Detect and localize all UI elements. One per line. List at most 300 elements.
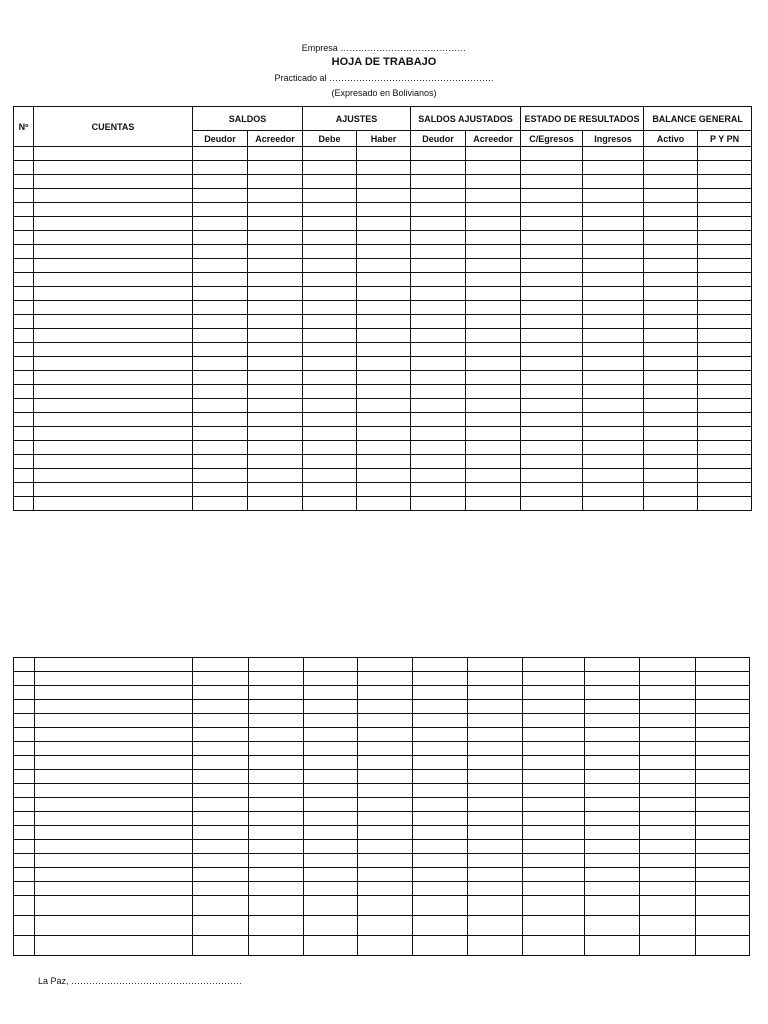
amount-cell[interactable] bbox=[644, 343, 698, 357]
amount-cell[interactable] bbox=[521, 287, 583, 301]
amount-cell[interactable] bbox=[357, 371, 411, 385]
amount-cell[interactable] bbox=[249, 658, 304, 672]
amount-cell[interactable] bbox=[193, 826, 249, 840]
amount-cell[interactable] bbox=[303, 301, 357, 315]
amount-cell[interactable] bbox=[303, 469, 357, 483]
amount-cell[interactable] bbox=[411, 385, 466, 399]
amount-cell[interactable] bbox=[357, 455, 411, 469]
amount-cell[interactable] bbox=[249, 896, 304, 916]
amount-cell[interactable] bbox=[523, 784, 585, 798]
amount-cell[interactable] bbox=[644, 399, 698, 413]
amount-cell[interactable] bbox=[521, 189, 583, 203]
amount-cell[interactable] bbox=[304, 770, 358, 784]
row-number-cell[interactable] bbox=[14, 217, 34, 231]
amount-cell[interactable] bbox=[644, 371, 698, 385]
account-cell[interactable] bbox=[34, 175, 193, 189]
amount-cell[interactable] bbox=[521, 455, 583, 469]
amount-cell[interactable] bbox=[523, 756, 585, 770]
amount-cell[interactable] bbox=[193, 231, 248, 245]
amount-cell[interactable] bbox=[466, 147, 521, 161]
account-cell[interactable] bbox=[35, 854, 193, 868]
row-number-cell[interactable] bbox=[14, 469, 34, 483]
amount-cell[interactable] bbox=[411, 259, 466, 273]
amount-cell[interactable] bbox=[585, 770, 640, 784]
amount-cell[interactable] bbox=[411, 329, 466, 343]
amount-cell[interactable] bbox=[193, 854, 249, 868]
row-number-cell[interactable] bbox=[14, 273, 34, 287]
row-number-cell[interactable] bbox=[14, 427, 34, 441]
amount-cell[interactable] bbox=[411, 217, 466, 231]
amount-cell[interactable] bbox=[698, 371, 752, 385]
amount-cell[interactable] bbox=[411, 427, 466, 441]
row-number-cell[interactable] bbox=[14, 896, 35, 916]
amount-cell[interactable] bbox=[466, 245, 521, 259]
amount-cell[interactable] bbox=[583, 189, 644, 203]
amount-cell[interactable] bbox=[640, 854, 696, 868]
amount-cell[interactable] bbox=[696, 882, 750, 896]
amount-cell[interactable] bbox=[193, 399, 248, 413]
amount-cell[interactable] bbox=[585, 728, 640, 742]
account-cell[interactable] bbox=[35, 700, 193, 714]
row-number-cell[interactable] bbox=[14, 714, 35, 728]
amount-cell[interactable] bbox=[193, 728, 249, 742]
amount-cell[interactable] bbox=[304, 672, 358, 686]
amount-cell[interactable] bbox=[698, 427, 752, 441]
amount-cell[interactable] bbox=[304, 868, 358, 882]
amount-cell[interactable] bbox=[644, 441, 698, 455]
row-number-cell[interactable] bbox=[14, 245, 34, 259]
amount-cell[interactable] bbox=[468, 756, 523, 770]
account-cell[interactable] bbox=[34, 413, 193, 427]
amount-cell[interactable] bbox=[193, 427, 248, 441]
row-number-cell[interactable] bbox=[14, 686, 35, 700]
account-cell[interactable] bbox=[34, 315, 193, 329]
amount-cell[interactable] bbox=[698, 147, 752, 161]
amount-cell[interactable] bbox=[411, 441, 466, 455]
amount-cell[interactable] bbox=[358, 700, 413, 714]
amount-cell[interactable] bbox=[521, 343, 583, 357]
amount-cell[interactable] bbox=[523, 896, 585, 916]
amount-cell[interactable] bbox=[248, 483, 303, 497]
amount-cell[interactable] bbox=[249, 936, 304, 956]
account-cell[interactable] bbox=[35, 882, 193, 896]
amount-cell[interactable] bbox=[640, 784, 696, 798]
amount-cell[interactable] bbox=[523, 686, 585, 700]
amount-cell[interactable] bbox=[523, 658, 585, 672]
row-number-cell[interactable] bbox=[14, 203, 34, 217]
amount-cell[interactable] bbox=[698, 231, 752, 245]
account-cell[interactable] bbox=[35, 714, 193, 728]
row-number-cell[interactable] bbox=[14, 385, 34, 399]
row-number-cell[interactable] bbox=[14, 936, 35, 956]
amount-cell[interactable] bbox=[583, 287, 644, 301]
amount-cell[interactable] bbox=[640, 686, 696, 700]
amount-cell[interactable] bbox=[413, 854, 468, 868]
row-number-cell[interactable] bbox=[14, 770, 35, 784]
amount-cell[interactable] bbox=[413, 784, 468, 798]
amount-cell[interactable] bbox=[644, 385, 698, 399]
amount-cell[interactable] bbox=[585, 742, 640, 756]
amount-cell[interactable] bbox=[585, 896, 640, 916]
amount-cell[interactable] bbox=[358, 936, 413, 956]
amount-cell[interactable] bbox=[249, 840, 304, 854]
amount-cell[interactable] bbox=[466, 399, 521, 413]
amount-cell[interactable] bbox=[193, 658, 249, 672]
amount-cell[interactable] bbox=[521, 217, 583, 231]
amount-cell[interactable] bbox=[466, 315, 521, 329]
amount-cell[interactable] bbox=[248, 273, 303, 287]
amount-cell[interactable] bbox=[468, 936, 523, 956]
amount-cell[interactable] bbox=[698, 189, 752, 203]
amount-cell[interactable] bbox=[193, 147, 248, 161]
amount-cell[interactable] bbox=[696, 714, 750, 728]
amount-cell[interactable] bbox=[193, 672, 249, 686]
amount-cell[interactable] bbox=[411, 203, 466, 217]
account-cell[interactable] bbox=[35, 770, 193, 784]
amount-cell[interactable] bbox=[698, 483, 752, 497]
amount-cell[interactable] bbox=[468, 742, 523, 756]
amount-cell[interactable] bbox=[248, 399, 303, 413]
amount-cell[interactable] bbox=[303, 483, 357, 497]
amount-cell[interactable] bbox=[698, 343, 752, 357]
amount-cell[interactable] bbox=[249, 784, 304, 798]
amount-cell[interactable] bbox=[583, 259, 644, 273]
amount-cell[interactable] bbox=[193, 714, 249, 728]
amount-cell[interactable] bbox=[640, 742, 696, 756]
amount-cell[interactable] bbox=[357, 287, 411, 301]
row-number-cell[interactable] bbox=[14, 497, 34, 511]
amount-cell[interactable] bbox=[468, 658, 523, 672]
amount-cell[interactable] bbox=[521, 329, 583, 343]
amount-cell[interactable] bbox=[357, 413, 411, 427]
amount-cell[interactable] bbox=[521, 399, 583, 413]
amount-cell[interactable] bbox=[698, 203, 752, 217]
amount-cell[interactable] bbox=[248, 343, 303, 357]
account-cell[interactable] bbox=[34, 385, 193, 399]
amount-cell[interactable] bbox=[521, 497, 583, 511]
amount-cell[interactable] bbox=[193, 315, 248, 329]
amount-cell[interactable] bbox=[357, 385, 411, 399]
amount-cell[interactable] bbox=[357, 399, 411, 413]
amount-cell[interactable] bbox=[698, 329, 752, 343]
amount-cell[interactable] bbox=[640, 714, 696, 728]
amount-cell[interactable] bbox=[193, 441, 248, 455]
amount-cell[interactable] bbox=[521, 385, 583, 399]
amount-cell[interactable] bbox=[696, 784, 750, 798]
amount-cell[interactable] bbox=[698, 385, 752, 399]
amount-cell[interactable] bbox=[357, 231, 411, 245]
amount-cell[interactable] bbox=[644, 287, 698, 301]
amount-cell[interactable] bbox=[357, 189, 411, 203]
amount-cell[interactable] bbox=[303, 273, 357, 287]
row-number-cell[interactable] bbox=[14, 868, 35, 882]
amount-cell[interactable] bbox=[468, 714, 523, 728]
amount-cell[interactable] bbox=[303, 413, 357, 427]
amount-cell[interactable] bbox=[248, 385, 303, 399]
account-cell[interactable] bbox=[35, 798, 193, 812]
amount-cell[interactable] bbox=[304, 714, 358, 728]
row-number-cell[interactable] bbox=[14, 812, 35, 826]
amount-cell[interactable] bbox=[413, 916, 468, 936]
amount-cell[interactable] bbox=[249, 916, 304, 936]
amount-cell[interactable] bbox=[248, 371, 303, 385]
amount-cell[interactable] bbox=[413, 882, 468, 896]
row-number-cell[interactable] bbox=[14, 413, 34, 427]
row-number-cell[interactable] bbox=[14, 798, 35, 812]
amount-cell[interactable] bbox=[696, 896, 750, 916]
amount-cell[interactable] bbox=[640, 798, 696, 812]
amount-cell[interactable] bbox=[193, 896, 249, 916]
amount-cell[interactable] bbox=[640, 840, 696, 854]
amount-cell[interactable] bbox=[468, 812, 523, 826]
amount-cell[interactable] bbox=[413, 672, 468, 686]
amount-cell[interactable] bbox=[193, 770, 249, 784]
amount-cell[interactable] bbox=[521, 301, 583, 315]
amount-cell[interactable] bbox=[696, 672, 750, 686]
amount-cell[interactable] bbox=[583, 399, 644, 413]
amount-cell[interactable] bbox=[193, 936, 249, 956]
amount-cell[interactable] bbox=[583, 273, 644, 287]
amount-cell[interactable] bbox=[585, 840, 640, 854]
amount-cell[interactable] bbox=[583, 301, 644, 315]
amount-cell[interactable] bbox=[521, 231, 583, 245]
amount-cell[interactable] bbox=[466, 427, 521, 441]
amount-cell[interactable] bbox=[466, 161, 521, 175]
amount-cell[interactable] bbox=[413, 714, 468, 728]
amount-cell[interactable] bbox=[193, 175, 248, 189]
amount-cell[interactable] bbox=[521, 147, 583, 161]
amount-cell[interactable] bbox=[521, 357, 583, 371]
amount-cell[interactable] bbox=[304, 916, 358, 936]
account-cell[interactable] bbox=[34, 161, 193, 175]
amount-cell[interactable] bbox=[193, 812, 249, 826]
amount-cell[interactable] bbox=[521, 371, 583, 385]
amount-cell[interactable] bbox=[466, 483, 521, 497]
amount-cell[interactable] bbox=[466, 441, 521, 455]
amount-cell[interactable] bbox=[644, 217, 698, 231]
amount-cell[interactable] bbox=[411, 315, 466, 329]
amount-cell[interactable] bbox=[304, 840, 358, 854]
amount-cell[interactable] bbox=[696, 854, 750, 868]
amount-cell[interactable] bbox=[411, 357, 466, 371]
account-cell[interactable] bbox=[35, 686, 193, 700]
amount-cell[interactable] bbox=[583, 357, 644, 371]
amount-cell[interactable] bbox=[583, 329, 644, 343]
amount-cell[interactable] bbox=[521, 469, 583, 483]
amount-cell[interactable] bbox=[304, 936, 358, 956]
amount-cell[interactable] bbox=[583, 203, 644, 217]
amount-cell[interactable] bbox=[248, 147, 303, 161]
row-number-cell[interactable] bbox=[14, 175, 34, 189]
amount-cell[interactable] bbox=[413, 728, 468, 742]
amount-cell[interactable] bbox=[413, 826, 468, 840]
row-number-cell[interactable] bbox=[14, 357, 34, 371]
amount-cell[interactable] bbox=[411, 497, 466, 511]
amount-cell[interactable] bbox=[696, 742, 750, 756]
amount-cell[interactable] bbox=[303, 147, 357, 161]
amount-cell[interactable] bbox=[640, 672, 696, 686]
amount-cell[interactable] bbox=[523, 840, 585, 854]
amount-cell[interactable] bbox=[411, 161, 466, 175]
amount-cell[interactable] bbox=[413, 742, 468, 756]
amount-cell[interactable] bbox=[411, 287, 466, 301]
amount-cell[interactable] bbox=[696, 798, 750, 812]
amount-cell[interactable] bbox=[357, 161, 411, 175]
amount-cell[interactable] bbox=[523, 936, 585, 956]
amount-cell[interactable] bbox=[583, 315, 644, 329]
amount-cell[interactable] bbox=[466, 371, 521, 385]
amount-cell[interactable] bbox=[357, 357, 411, 371]
account-cell[interactable] bbox=[34, 189, 193, 203]
amount-cell[interactable] bbox=[193, 742, 249, 756]
amount-cell[interactable] bbox=[468, 882, 523, 896]
amount-cell[interactable] bbox=[585, 686, 640, 700]
amount-cell[interactable] bbox=[640, 728, 696, 742]
amount-cell[interactable] bbox=[521, 203, 583, 217]
row-number-cell[interactable] bbox=[14, 441, 34, 455]
amount-cell[interactable] bbox=[583, 413, 644, 427]
amount-cell[interactable] bbox=[523, 798, 585, 812]
amount-cell[interactable] bbox=[193, 756, 249, 770]
amount-cell[interactable] bbox=[644, 259, 698, 273]
amount-cell[interactable] bbox=[583, 161, 644, 175]
amount-cell[interactable] bbox=[413, 868, 468, 882]
amount-cell[interactable] bbox=[303, 175, 357, 189]
amount-cell[interactable] bbox=[193, 483, 248, 497]
amount-cell[interactable] bbox=[357, 203, 411, 217]
amount-cell[interactable] bbox=[413, 936, 468, 956]
amount-cell[interactable] bbox=[698, 441, 752, 455]
amount-cell[interactable] bbox=[640, 812, 696, 826]
amount-cell[interactable] bbox=[466, 455, 521, 469]
amount-cell[interactable] bbox=[411, 413, 466, 427]
account-cell[interactable] bbox=[34, 427, 193, 441]
amount-cell[interactable] bbox=[583, 469, 644, 483]
account-cell[interactable] bbox=[35, 868, 193, 882]
amount-cell[interactable] bbox=[248, 427, 303, 441]
amount-cell[interactable] bbox=[193, 357, 248, 371]
amount-cell[interactable] bbox=[411, 343, 466, 357]
amount-cell[interactable] bbox=[304, 798, 358, 812]
row-number-cell[interactable] bbox=[14, 301, 34, 315]
amount-cell[interactable] bbox=[303, 161, 357, 175]
amount-cell[interactable] bbox=[304, 700, 358, 714]
amount-cell[interactable] bbox=[303, 203, 357, 217]
amount-cell[interactable] bbox=[696, 868, 750, 882]
amount-cell[interactable] bbox=[358, 896, 413, 916]
amount-cell[interactable] bbox=[249, 868, 304, 882]
amount-cell[interactable] bbox=[193, 882, 249, 896]
amount-cell[interactable] bbox=[585, 784, 640, 798]
amount-cell[interactable] bbox=[698, 399, 752, 413]
amount-cell[interactable] bbox=[466, 287, 521, 301]
amount-cell[interactable] bbox=[521, 259, 583, 273]
row-number-cell[interactable] bbox=[14, 742, 35, 756]
amount-cell[interactable] bbox=[193, 840, 249, 854]
amount-cell[interactable] bbox=[644, 329, 698, 343]
amount-cell[interactable] bbox=[696, 658, 750, 672]
amount-cell[interactable] bbox=[466, 469, 521, 483]
amount-cell[interactable] bbox=[357, 329, 411, 343]
amount-cell[interactable] bbox=[357, 441, 411, 455]
amount-cell[interactable] bbox=[466, 259, 521, 273]
amount-cell[interactable] bbox=[523, 672, 585, 686]
amount-cell[interactable] bbox=[466, 175, 521, 189]
amount-cell[interactable] bbox=[521, 483, 583, 497]
amount-cell[interactable] bbox=[411, 273, 466, 287]
amount-cell[interactable] bbox=[248, 245, 303, 259]
amount-cell[interactable] bbox=[193, 189, 248, 203]
amount-cell[interactable] bbox=[249, 700, 304, 714]
amount-cell[interactable] bbox=[303, 385, 357, 399]
amount-cell[interactable] bbox=[193, 497, 248, 511]
amount-cell[interactable] bbox=[523, 770, 585, 784]
account-cell[interactable] bbox=[34, 357, 193, 371]
amount-cell[interactable] bbox=[249, 798, 304, 812]
amount-cell[interactable] bbox=[698, 469, 752, 483]
amount-cell[interactable] bbox=[193, 700, 249, 714]
amount-cell[interactable] bbox=[193, 469, 248, 483]
row-number-cell[interactable] bbox=[14, 756, 35, 770]
amount-cell[interactable] bbox=[696, 840, 750, 854]
amount-cell[interactable] bbox=[585, 658, 640, 672]
row-number-cell[interactable] bbox=[14, 658, 35, 672]
amount-cell[interactable] bbox=[304, 826, 358, 840]
amount-cell[interactable] bbox=[357, 343, 411, 357]
amount-cell[interactable] bbox=[193, 385, 248, 399]
amount-cell[interactable] bbox=[644, 301, 698, 315]
amount-cell[interactable] bbox=[521, 441, 583, 455]
amount-cell[interactable] bbox=[466, 231, 521, 245]
row-number-cell[interactable] bbox=[14, 854, 35, 868]
amount-cell[interactable] bbox=[193, 273, 248, 287]
amount-cell[interactable] bbox=[193, 371, 248, 385]
amount-cell[interactable] bbox=[585, 798, 640, 812]
amount-cell[interactable] bbox=[583, 427, 644, 441]
amount-cell[interactable] bbox=[523, 916, 585, 936]
amount-cell[interactable] bbox=[193, 259, 248, 273]
amount-cell[interactable] bbox=[640, 756, 696, 770]
amount-cell[interactable] bbox=[358, 672, 413, 686]
amount-cell[interactable] bbox=[411, 245, 466, 259]
amount-cell[interactable] bbox=[644, 273, 698, 287]
amount-cell[interactable] bbox=[249, 854, 304, 868]
amount-cell[interactable] bbox=[303, 357, 357, 371]
amount-cell[interactable] bbox=[304, 686, 358, 700]
row-number-cell[interactable] bbox=[14, 455, 34, 469]
amount-cell[interactable] bbox=[698, 497, 752, 511]
amount-cell[interactable] bbox=[585, 854, 640, 868]
amount-cell[interactable] bbox=[468, 826, 523, 840]
amount-cell[interactable] bbox=[468, 672, 523, 686]
amount-cell[interactable] bbox=[303, 231, 357, 245]
account-cell[interactable] bbox=[35, 784, 193, 798]
amount-cell[interactable] bbox=[523, 742, 585, 756]
amount-cell[interactable] bbox=[249, 686, 304, 700]
amount-cell[interactable] bbox=[303, 245, 357, 259]
amount-cell[interactable] bbox=[303, 399, 357, 413]
row-number-cell[interactable] bbox=[14, 259, 34, 273]
amount-cell[interactable] bbox=[583, 231, 644, 245]
amount-cell[interactable] bbox=[358, 916, 413, 936]
amount-cell[interactable] bbox=[583, 441, 644, 455]
amount-cell[interactable] bbox=[466, 357, 521, 371]
amount-cell[interactable] bbox=[698, 301, 752, 315]
account-cell[interactable] bbox=[34, 399, 193, 413]
amount-cell[interactable] bbox=[358, 714, 413, 728]
amount-cell[interactable] bbox=[468, 700, 523, 714]
amount-cell[interactable] bbox=[585, 826, 640, 840]
